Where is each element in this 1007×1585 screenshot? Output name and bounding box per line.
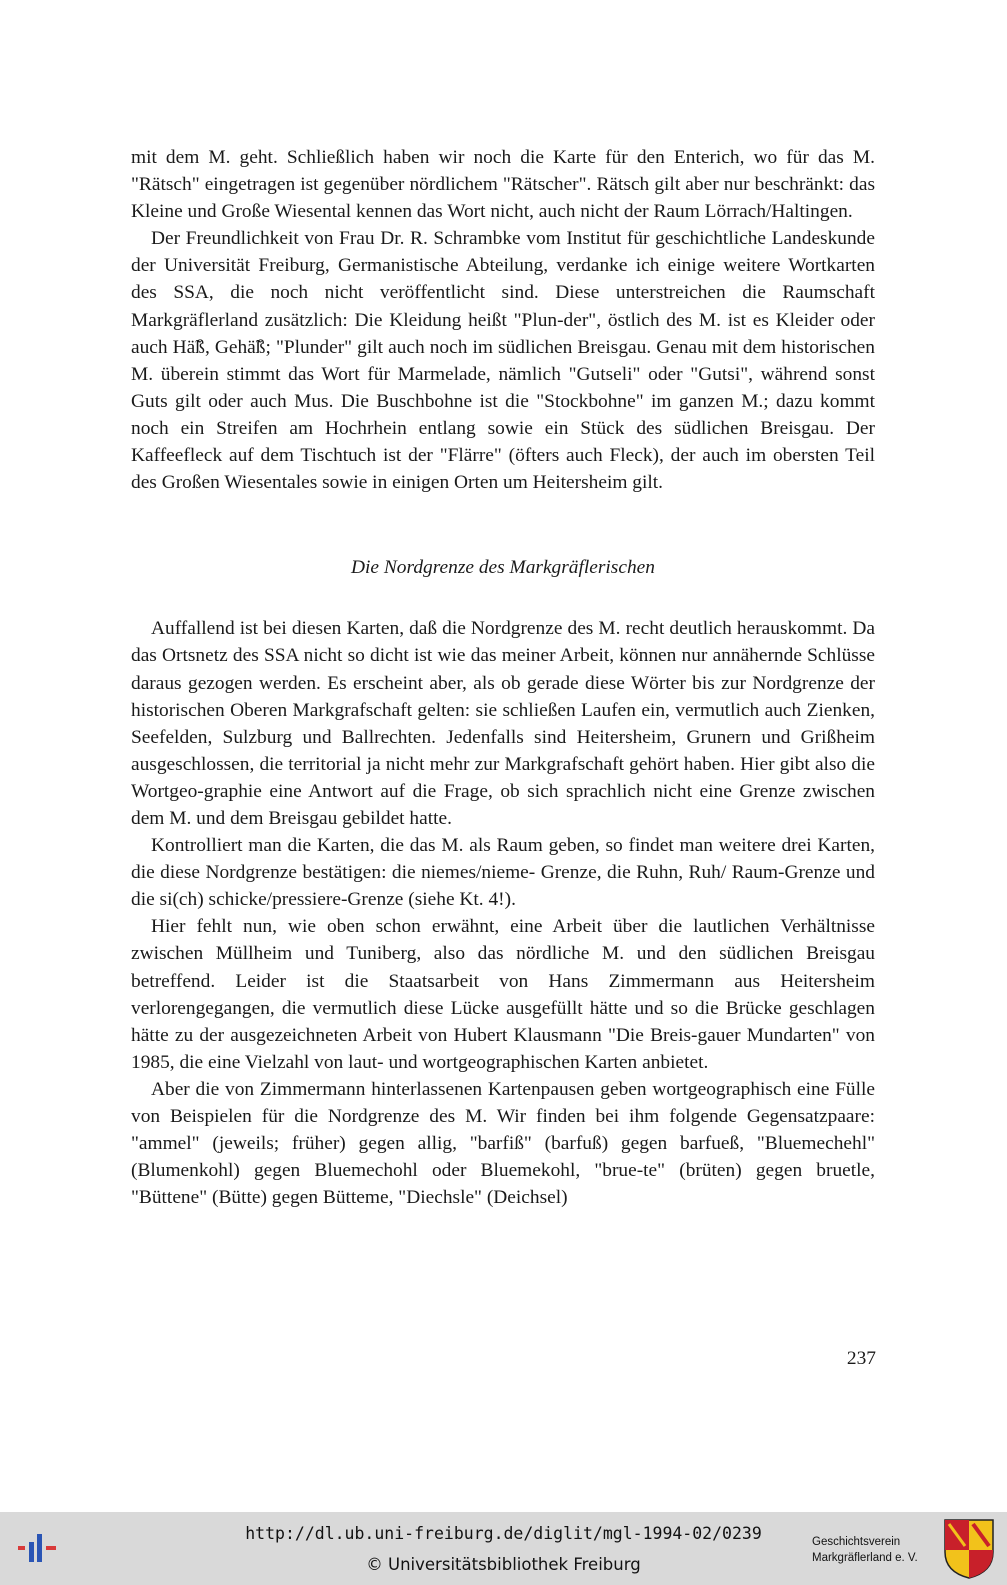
coat-of-arms-icon — [943, 1518, 995, 1580]
paragraph: mit dem M. geht. Schließlich haben wir noch die Karte für den Enterich, wo für das M. "Rätsch" eingetragen ist gegenüber nördlichem "Rätscher". Rätsch gilt aber nur beschränkt: das Kleine und Große Wiesental kennen das Wort nicht, auch nicht der Raum Lörrach/Haltingen. — [131, 147, 875, 223]
society-name-line: Geschichtsverein — [812, 1536, 901, 1548]
paragraph: Aber die von Zimmermann hinterlassenen Kartenpausen geben wortgeographisch eine Fülle von Beispielen für die Nordgrenze des M. Wir finden bei ihm folgende Gegensatzpaare: "ammel" (jeweils; früher) gegen allig, "barfiß" (barfuß) gegen barfueß, "Bluemechehl" (Blumenkohl) gegen Bluemechohl oder Bluemekohl, "brue-te" (brüten) gegen bruetle, "Büttene" (Bütte) gegen Bütteme, "Diechsle" (Deichsel) — [131, 1078, 875, 1209]
footer-bar — [0, 1512, 1007, 1585]
section-title: Die Nordgrenze des Markgräflerischen — [351, 557, 655, 579]
copyright-notice: © Universitätsbibliothek Freiburg — [366, 1555, 641, 1574]
page-body — [131, 144, 875, 1211]
page-number: 237 — [846, 1348, 876, 1369]
paragraph: Auffallend ist bei diesen Karten, daß die Nordgrenze des M. recht deutlich herauskommt. Da das Ortsnetz des SSA nicht so dicht ist wie das meiner Arbeit, können nur annähernde Schlüsse daraus gezogen werden. Es erscheint aber, als ob gerade diese Wörter bis zur Nordgrenze der historischen Oberen Markgrafschaft gelten: sie schließen Laufen ein, vermutlich auch Zienken, Seefelden, Sulzburg und Ballrechten. Jedenfalls sind Heitersheim, Grunern und Grißheim ausgeschlossen, die territorial ja nicht mehr zur Markgrafschaft gehört haben. Hier gibt also die Wortgeo-graphie eine Antwort auf die Frage, ob sich sprachlich nicht eine Grenze zwischen dem M. und dem Breisgau gebildet hatte. — [131, 618, 875, 829]
paragraph: Der Freundlichkeit von Frau Dr. R. Schrambke vom Institut für geschichtliche Landeskunde der Universität Freiburg, Germanistische Abteilung, verdanke ich einige weitere Wortkarten des SSA, die noch nicht veröffentlicht sind. Diese unterstreichen die Raumschaft Markgräflerland zusätzlich: Die Kleidung heißt "Plun-der", östlich des M. ist es Kleider oder auch Hä̃ß, Gehä̃ß; "Plunder" gilt auch noch im südlichen Breisgau. Genau mit dem historischen M. überein stimmt das Wort für Marmelade, nämlich "Gutseli" oder "Gutsi", während sonst Guts gilt oder auch Mus. Die Buschbohne ist die "Stockbohne" im ganzen M.; dazu kommt noch ein Streifen am Hochrhein entlang sowie ein Stück des südlichen Breisgau. Der Kaffeefleck auf dem Tischtuch ist der "Flärre" (öfters auch Fleck), der auch im obersten Teil des Großen Wiesentales sowie in einigen Orten um Heitersheim gilt. — [131, 228, 875, 494]
society-name-line: Markgräflerland e. V. — [812, 1552, 918, 1564]
paragraph: Hier fehlt nun, wie oben schon erwähnt, eine Arbeit über die lautlichen Verhältnisse zwischen Müllheim und Tuniberg, also das nördliche M. und den südlichen Breisgau betreffend. Leider ist die Staatsarbeit von Hans Zimmermann aus Heitersheim verlorengegangen, die vermutlich diese Lücke ausgefüllt hätte und so die Brücke geschlagen hätte zu der ausgezeichneten Arbeit von Hubert Klausmann "Die Breis-gauer Mundarten" von 1985, die eine Vielzahl von laut- und wortgeographischen Karten anbietet. — [131, 916, 875, 1073]
paragraph: Kontrolliert man die Karten, die das M. als Raum geben, so findet man weitere drei Karten, die diese Nordgrenze bestätigen: die niemes/nieme- Grenze, die Ruhn, Ruh/ Raum-Grenze und die si(ch) schicke/pressiere-Grenze (siehe Kt. 4!). — [131, 835, 875, 911]
society-name — [812, 1534, 937, 1566]
source-url-link[interactable]: http://dl.ub.uni-freiburg.de/diglit/mgl-1994-02/0239 — [245, 1524, 762, 1543]
